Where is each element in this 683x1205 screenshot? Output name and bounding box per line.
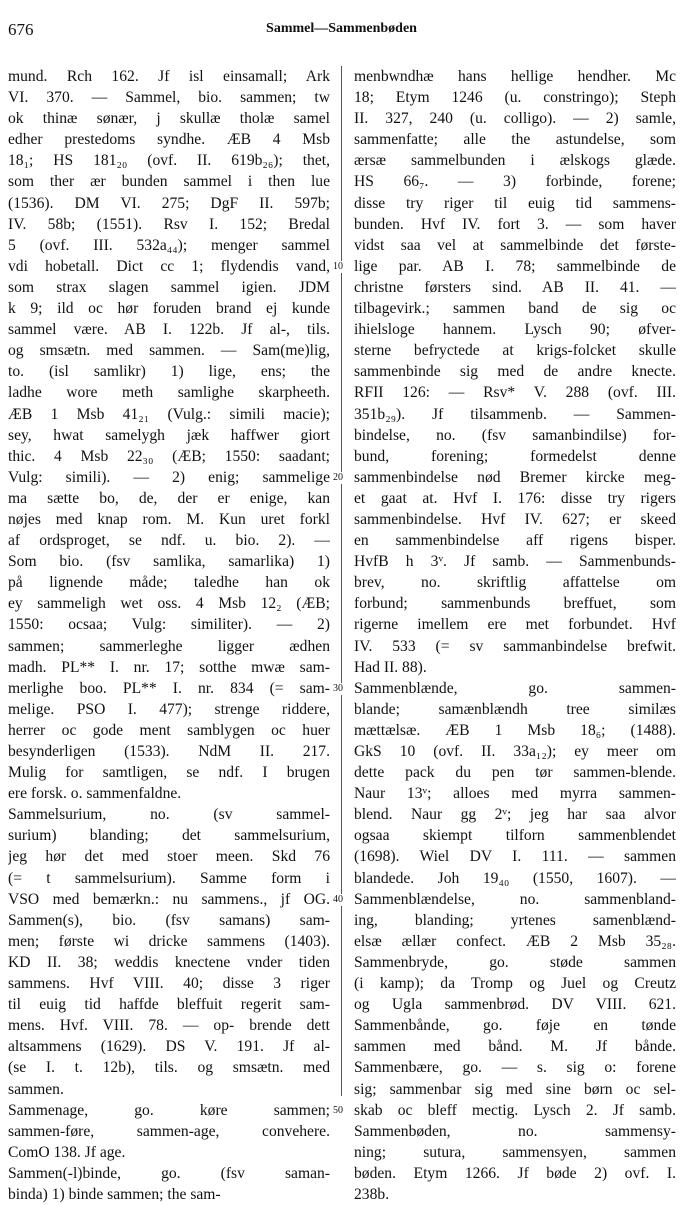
text-line: og smsætn. med sammen. — Sam(me)lig,: [8, 342, 330, 360]
text-line: 5 (ovf. III. 532a₄₄); menger sammel: [8, 236, 330, 254]
text-line: bunden. Hvf IV. fort 3. — som haver: [354, 215, 676, 233]
text-line: madh. PL** I. nr. 17; sotthe mwæ sam-: [8, 658, 330, 676]
text-line: Sammenbøden, no. sammensy-: [354, 1122, 676, 1140]
text-line: edher prestedoms syndhe. ÆB 4 Msb: [8, 131, 330, 149]
text-line: nøjes med knap rom. M. Kun uret forkl: [8, 510, 330, 528]
text-line: sammenfatte; alle the astundelse, som: [354, 131, 676, 149]
text-line: mættælsæ. ÆB 1 Msb 18₆; (1488).: [354, 721, 676, 739]
text-line: sammen-føre, sammen-age, convehere.: [8, 1122, 330, 1140]
text-line: Sammen(s), bio. (fsv samans) sam-: [8, 911, 330, 929]
text-line: II. 327, 240 (u. colligo). — 2) samle,: [354, 110, 676, 128]
text-line: sammen; sammerleghe ligger ædhen: [8, 637, 330, 655]
text-line: blandede. Joh 19₄₀ (1550, 1607). —: [354, 869, 676, 887]
text-line: jeg hør det med stoer meen. Skd 76: [8, 848, 330, 866]
text-line: men; første wi dricke sammens (1403).: [8, 932, 330, 950]
text-line: ihielsloge hannem. Lysch 90; øfver-: [354, 321, 676, 339]
text-line: 18; Etym 1246 (u. constringo); Steph: [354, 89, 676, 107]
text-line: VSO med bemærkn.: nu sammens., jf OG.: [8, 890, 330, 908]
text-line: Sammenbånde, go. føje en tønde: [354, 1017, 676, 1035]
text-line: ma sætte bo, de, der er enige, kan: [8, 489, 330, 507]
text-line: k 9; ild oc hør foruden brand ej kunde: [8, 300, 330, 318]
text-line: (i kamp); da Tromp og Juel og Creutz: [354, 975, 676, 993]
line-number: 20: [333, 471, 343, 483]
text-line: sammenbindelse. Hvf IV. 627; er skeed: [354, 510, 676, 528]
text-line: surium) blanding; det sammelsurium,: [8, 827, 330, 845]
text-line: melige. PSO I. 477); strenge riddere,: [8, 700, 330, 718]
text-line: HS 66₇. — 3) forbinde, forene;: [354, 173, 676, 191]
text-line: ærsæ sammelbunden i ælskogs glæde.: [354, 152, 676, 170]
text-line: bund, forening; formedelst denne: [354, 447, 676, 465]
line-number: 40: [333, 893, 343, 905]
text-line: et gaat at. Hvf I. 176: disse try rigers: [354, 489, 676, 507]
text-line: KD II. 38; weddis knectene vnder tiden: [8, 953, 330, 971]
text-line: 18₁; HS 181₂₀ (ovf. II. 619b₂₆); thet,: [8, 152, 330, 170]
column-divider: [341, 66, 342, 1096]
text-line: disse try riger til euig tid sammens-: [354, 194, 676, 212]
text-line: menbwndhæ hans hellige hendher. Mc: [354, 68, 676, 85]
text-line: ladhe wore meth samlighe skarpheeth.: [8, 384, 330, 402]
line-number: 30: [333, 682, 343, 694]
text-line: skab oc bleff mectig. Lysch 2. Jf samb.: [354, 1101, 676, 1119]
text-line: RFII 126: — Rsv* V. 288 (ovf. III.: [354, 384, 676, 402]
text-line: sammens. Hvf VIII. 40; disse 3 riger: [8, 975, 330, 993]
text-line: sammen.: [8, 1080, 64, 1098]
text-line: mund. Rch 162. Jf isl einsamall; Ark: [8, 68, 330, 85]
text-line: ok thinæ sønær, j skullæ tholæ samel: [8, 110, 330, 128]
text-line: rigerne imellem ere met forbundet. Hvf: [354, 616, 676, 634]
text-line: til euig tid haffde bleffuit regerit sam-: [8, 996, 330, 1014]
text-line: bøden. Etym 1266. Jf bøde 2) ovf. I.: [354, 1164, 676, 1182]
text-line: som strax slagen sammel igien. JDM: [8, 278, 330, 296]
text-line: af ordsproget, se ndf. u. bio. 2). —: [8, 532, 330, 550]
text-line: Had II. 88).: [354, 658, 427, 676]
text-line: sey, hwat samelygh jæk haffwer giort: [8, 426, 330, 444]
text-line: VI. 370. — Sammel, bio. sammen; tw: [8, 89, 330, 107]
text-line: sammenbinde sig med de andre knecte.: [354, 363, 676, 381]
running-head: Sammel—Sammenbøden: [266, 21, 417, 36]
text-line: på lignende måde; taledhe han ok: [8, 574, 330, 592]
text-line: besynderligen (1533). NdM II. 217.: [8, 743, 330, 760]
text-line: Sammenblænde, go. sammen-: [354, 679, 676, 697]
text-line: Sammenblændelse, no. sammenbland-: [354, 890, 676, 908]
text-line: IV. 58b; (1551). Rsv I. 152; Bredal: [8, 215, 330, 233]
text-line: herrer oc gode ment samblygen oc huer: [8, 721, 330, 739]
page-header: [0, 0, 683, 60]
text-line: 238b.: [354, 1185, 390, 1203]
text-line: HvfB h 3ᵛ. Jf samb. — Sammenbunds-: [354, 553, 676, 571]
text-line: blend. Naur gg 2ᵛ; jeg har saa alvor: [354, 806, 676, 824]
text-line: ey sammeligh wet oss. 4 Msb 12₂ (ÆB;: [8, 595, 330, 613]
text-line: ogsaa skiempt tilforn sammenblendet: [354, 827, 676, 845]
text-line: sammel være. AB I. 122b. Jf al-, tils.: [8, 321, 330, 339]
text-line: ÆB 1 Msb 41₂₁ (Vulg.: simili macie);: [8, 405, 330, 423]
text-line: to. (isl samlikr) 1) lige, ens; the: [8, 363, 330, 381]
text-line: GkS 10 (ovf. II. 33a₁₂); ey meer om: [354, 743, 676, 760]
left-column: [8, 66, 330, 1205]
text-line: (se I. t. 12b), tils. og smsætn. med: [8, 1059, 330, 1077]
text-line: ning; sutura, sammensyen, sammen: [354, 1143, 676, 1161]
text-line: binda) 1) binde sammen; the sam-: [8, 1185, 221, 1203]
text-line: som ther ær bunden sammel i then lue: [8, 173, 330, 191]
text-line: Mulig for samtligen, se ndf. I brugen: [8, 764, 330, 782]
text-line: ComO 138. Jf age.: [8, 1143, 126, 1161]
text-line: sterne befryctede at krigs-folcket skulle: [354, 342, 676, 360]
text-line: thic. 4 Msb 22₃₀ (ÆB; 1550: saadant;: [8, 447, 330, 465]
text-line: og Ugla sammenbrød. DV VIII. 621.: [354, 996, 676, 1014]
text-line: Sammenbære, go. — s. sig o: forene: [354, 1059, 676, 1077]
text-line: vdi hobetall. Dict cc 1; flydendis vand,: [8, 257, 330, 275]
text-line: merlighe boo. PL** I. nr. 834 (= sam-: [8, 679, 330, 697]
text-line: elsæ ællær confect. ÆB 2 Msb 35₂₈.: [354, 932, 676, 950]
text-line: tilbagevirk.; sammen band de sig oc: [354, 300, 676, 318]
text-line: vidst saa vel at sammelbinde det første-: [354, 236, 676, 254]
text-line: 351b₂₉). Jf tilsammenb. — Sammen-: [354, 405, 676, 423]
text-line: en sammenbindelse aff rigens bisper.: [354, 532, 676, 550]
text-line: blande; samænblændh tree similæs: [354, 700, 676, 718]
text-line: sammen med bånd. M. Jf bånde.: [354, 1038, 676, 1056]
line-number: 50: [333, 1104, 343, 1116]
text-line: Sammenbryde, go. støde sammen: [354, 953, 676, 971]
text-line: ere forsk. o. sammenfaldne.: [8, 785, 182, 803]
text-line: (1536). DM VI. 275; DgF II. 597b;: [8, 194, 330, 212]
text-line: mens. Hvf. VIII. 78. — op- brende dett: [8, 1017, 330, 1035]
text-line: bindelse, no. (fsv samanbindilse) for-: [354, 426, 676, 444]
text-line: sammenbindelse nød Bremer kircke meg-: [354, 468, 676, 486]
text-line: 1550: ocsaa; Vulg: similiter). — 2): [8, 616, 330, 634]
text-line: Naur 13ᵛ; alloes med myrra sammen-: [354, 785, 676, 803]
text-line: Sammen(-l)binde, go. (fsv saman-: [8, 1164, 330, 1182]
text-line: dette pack du pen tør sammen-blende.: [354, 764, 676, 782]
text-line: sig; sammenbar sig med sine børn oc sel-: [354, 1080, 676, 1098]
text-line: altsammens (1629). DS V. 191. Jf al-: [8, 1038, 330, 1056]
text-line: Sammelsurium, no. (sv sammel-: [8, 806, 330, 824]
line-number: 10: [333, 260, 343, 272]
text-line: ing, blanding; yrtenes samenblænd-: [354, 911, 676, 929]
text-line: Sammenage, go. køre sammen;: [8, 1101, 330, 1119]
right-column: [354, 66, 676, 1205]
text-line: forbund; sammenbunds breffuet, som: [354, 595, 676, 613]
page-number: 676: [8, 20, 34, 39]
text-line: lige par. AB I. 78; sammelbinde de: [354, 257, 676, 275]
text-line: (1698). Wiel DV I. 111. — sammen: [354, 848, 676, 866]
text-line: brev, no. skriftlig affattelse om: [354, 574, 676, 592]
text-line: christne førsters sind. AB II. 41. —: [354, 278, 676, 296]
text-line: IV. 533 (= sv sammanbindelse brefwit.: [354, 637, 676, 655]
text-line: Vulg: simili). — 2) enig; sammelige: [8, 468, 330, 486]
text-line: Som bio. (fsv samlika, samarlika) 1): [8, 553, 330, 571]
text-line: (= t sammelsurium). Samme form i: [8, 869, 330, 887]
